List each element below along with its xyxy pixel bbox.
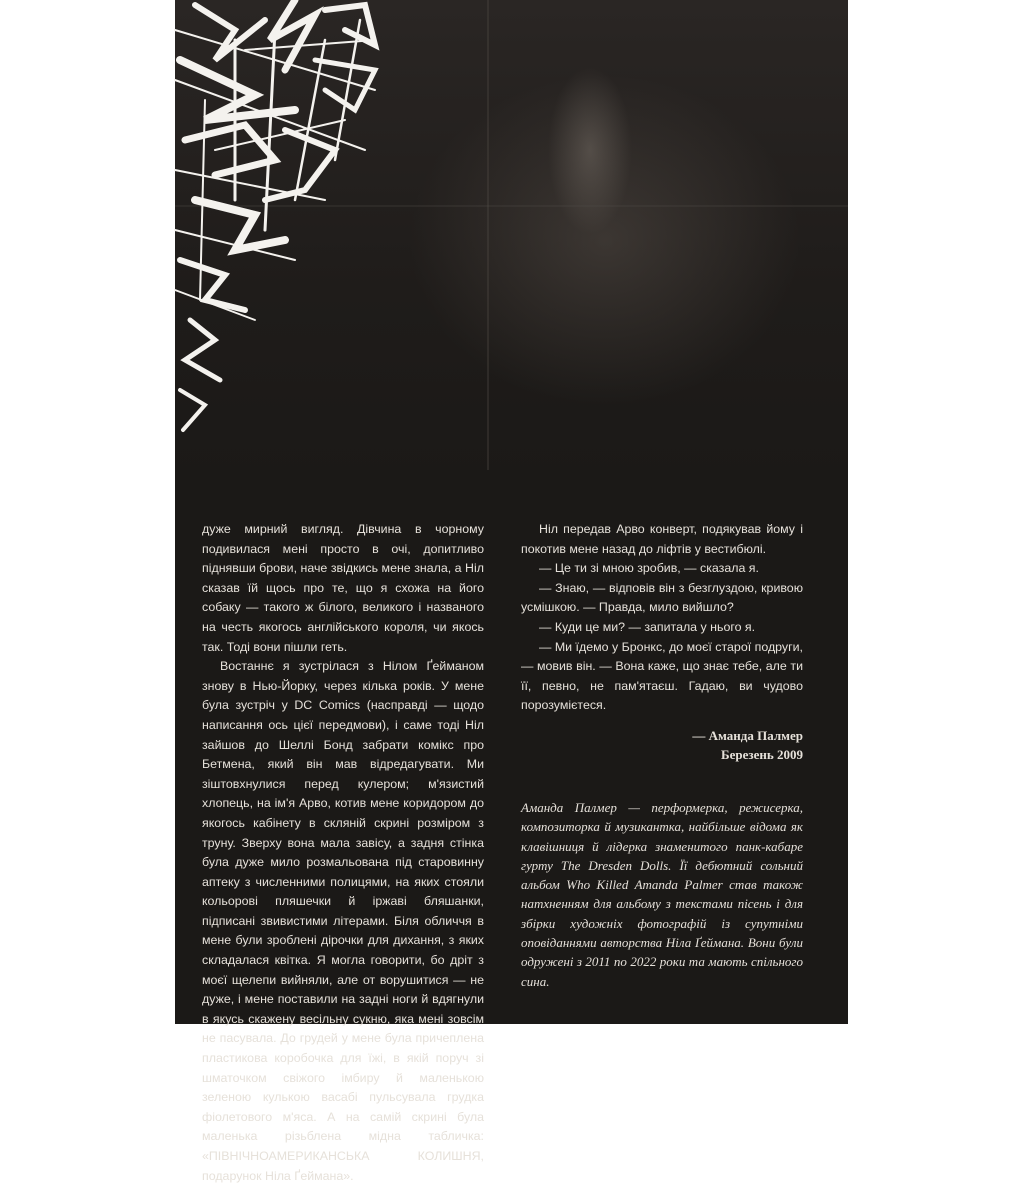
author-bio: Аманда Палмер — перформерка, режисерка, композиторка й музикантка, найбільше відома як клавішниця й лідерка знаменитого панк-кабаре гурту The Dresden Dolls. Її дебютний сольний альбом Who Killed Amanda Palmer став також натхненням для альбому з текстами пісень і для збірки художніх фотографій із супутніми оповіданнями авторства Ніла Ґеймана. Вони були одружені з 2011 по 2022 роки та мають спільного сина. xyxy=(521,799,803,989)
paragraph: дуже мирний вигляд. Дівчина в чорному подивилася мені просто в очі, допитливо піднявши брови, наче звідкись мене знала, а Ніл сказав їй щось про те, що я схожа на його собаку — такого ж білого, великого і названого на честь якогось англійського короля, чи якось так. Тоді вони пішли геть. xyxy=(202,522,484,654)
signature xyxy=(521,726,803,764)
right-text-column xyxy=(521,520,803,991)
white-scratch-artwork xyxy=(175,0,395,450)
dialogue-line: — Знаю, — відповів він з безглуздою, кривою усмішкою. — Правда, мило вийшло? xyxy=(521,580,803,615)
dialogue-line: — Куди це ми? — запитала у нього я. xyxy=(539,619,756,634)
signature-date: Березень 2009 xyxy=(721,746,803,762)
left-text-column xyxy=(202,520,484,1186)
paragraph: Ніл передав Арво конверт, подякував йому і покотив мене назад до ліфтів у вестибюлі. xyxy=(521,522,803,556)
photo-seam-vertical xyxy=(487,0,489,470)
paragraph: Востаннє я зустрілася з Нілом Ґейманом знову в Нью-Йорку, через кілька років. У мене була зустріч у DC Comics (насправді — щодо написання ось цієї передмови), і саме тоді Ніл зайшов до Шеллі Бонд забрати комікс про Бетмена, який він мав відредагувати. Ми зіштовхнулися перед кулером; м'язистий хлопець, на ім'я Арво, котив мене коридором до якогось кабінету в скляній скрині розміром з труну. Зверху вона мала завісу, а задня стінка була дуже мило розмальована під старовинну аптеку з численними полицями, на яких стояли кольорові пляшечки й іржаві бляшанки, підписані звивистими літерами. Біля обличчя в мене були зроблені дірочки для дихання, з яких складалася квітка. Я могла говорити, бо дріт з моєї щелепи вийняли, але от ворушитися — не дуже, і мене поставили на задні ноги й вдягнули в якусь скажену весільну сукню, яка мені зовсім не пасувала. До грудей у мене була причеплена пластикова коробочка для їжі, в якій поруч зі шматочком свіжого імбиру й маленькою зеленою кулькою васабі пульсувала грудка фіолетового м'яса. А на самій скрині була маленька різьблена мідна табличка: «ПІВНІЧНОАМЕРИКАНСЬКА КОЛИШНЯ, подарунок Ніла Ґеймана». xyxy=(202,659,484,1183)
signature-name: — Аманда Палмер xyxy=(692,727,803,743)
book-page xyxy=(175,0,848,1183)
dialogue-line: — Ми їдемо у Бронкс, до моєї старої подруги, — мовив він. — Вона каже, що знає тебе, але ти її, певно, не пам'ятаєш. Гадаю, ви чудово порозумієтеся. xyxy=(521,639,803,713)
dialogue-line: — Це ти зі мною зробив, — сказала я. xyxy=(539,561,759,576)
